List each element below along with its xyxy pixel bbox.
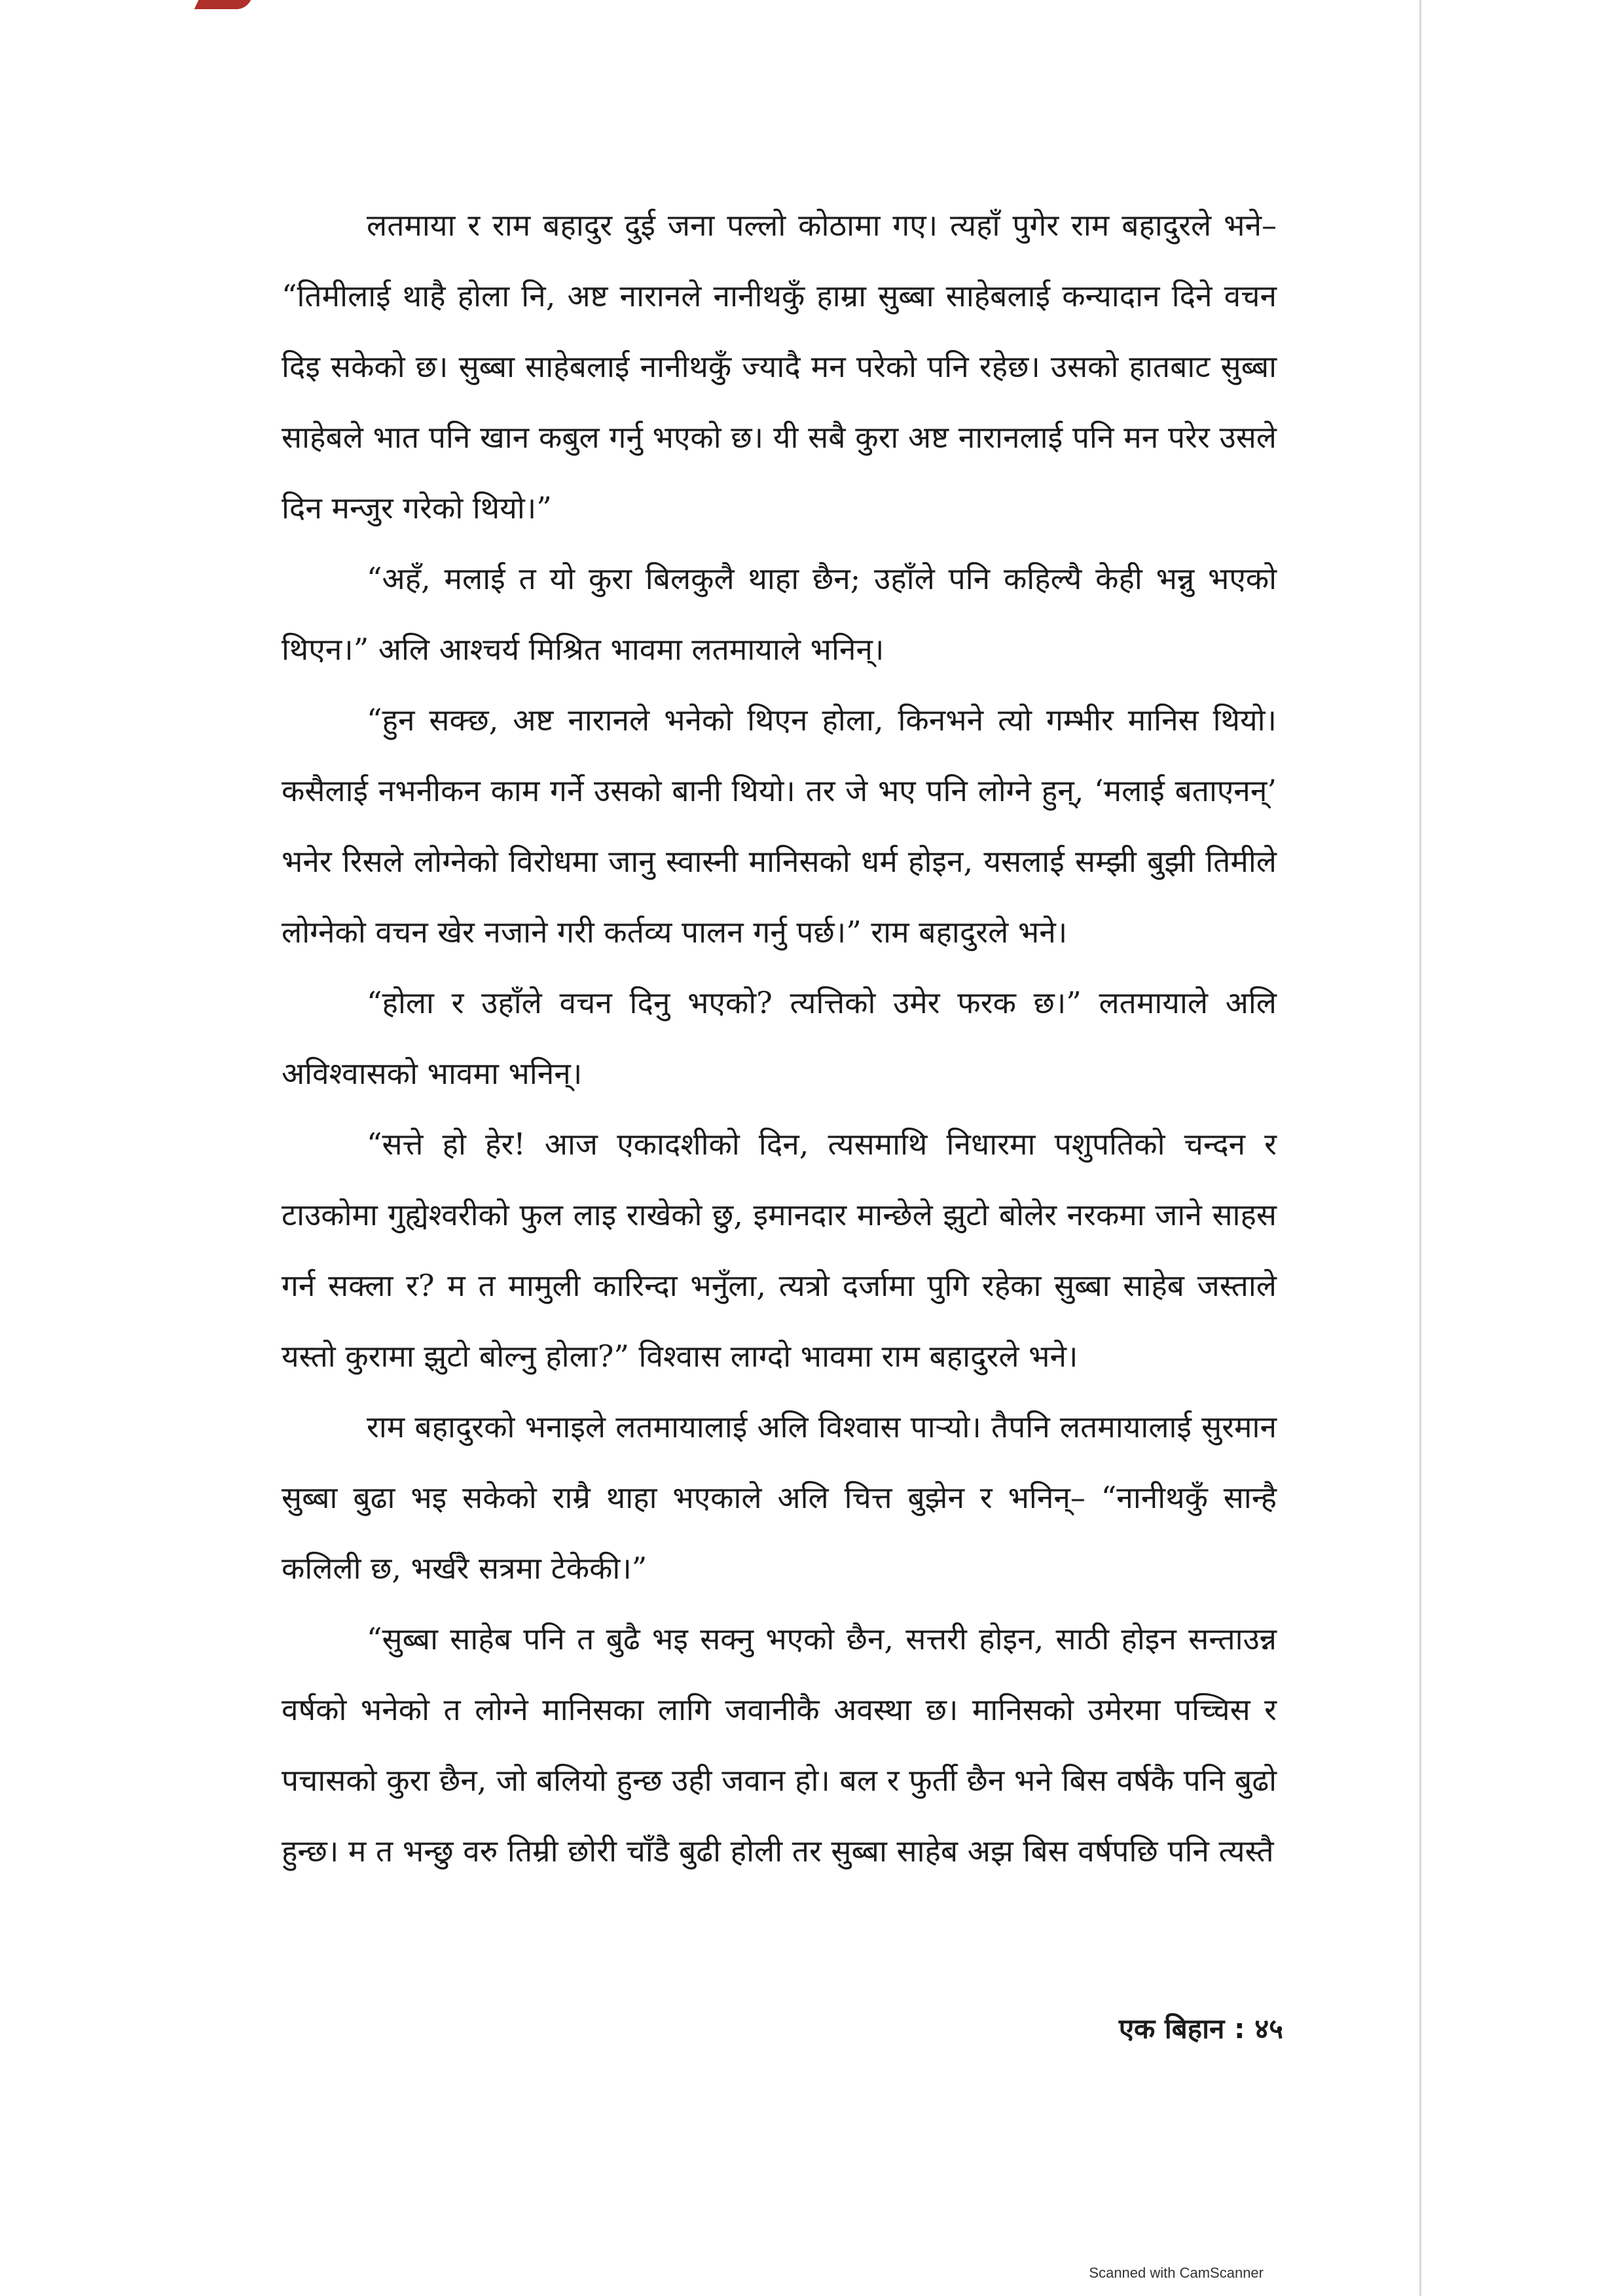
corner-color-mark [194,0,251,9]
page-binding-edge [1419,0,1421,2296]
page-body-text [282,190,1277,1886]
paragraph-3: “हुन सक्छ, अष्ट नारानले भनेको थिएन होला, किनभने त्यो गम्भीर मानिस थियो। कसैलाई नभनीकन काम गर्ने उसको बानी थियो। तर जे भए पनि लोग्ने हुन्, ‘मलाई बताएनन्’ भनेर रिसले लोग्नेको विरोधमा जानु स्वास्नी मानिसको धर्म होइन, यसलाई सम्झी बुझी तिमीले लोग्नेको वचन खेर नजाने गरी कर्तव्य पालन गर्नु पर्छ।” राम बहादुरले भने। [282,702,1277,950]
scanner-credit: Scanned with CamScanner [1089,2265,1264,2281]
paragraph-7: “सुब्बा साहेब पनि त बुढै भइ सक्नु भएको छैन, सत्तरी होइन, साठी होइन सन्ताउन्न वर्षको भनेको त लोग्ने मानिसका लागि जवानीकै अवस्था छ। मानिसको उमेरमा पच्चिस र पचासको कुरा छैन, जो बलियो हुन्छ उही जवान हो। बल र फुर्ती छैन भने बिस वर्षकै पनि बुढो हुन्छ। म त भन्छु वरु तिम्री छोरी चाँडै बुढी होली तर सुब्बा साहेब अझ बिस वर्षपछि पनि त्यस्तै [282,1621,1277,1869]
paragraph-5: “सत्ते हो हेर! आज एकादशीको दिन, त्यसमाथि निधारमा पशुपतिको चन्दन र टाउकोमा गुह्येश्वरीको फुल लाइ राखेको छु, इमानदार मान्छेले झुटो बोलेर नरकमा जाने साहस गर्न सक्ला र? म त मामुली कारिन्दा भनुँला, त्यत्रो दर्जामा पुगि रहेका सुब्बा साहेब जस्ताले यस्तो कुरामा झुटो बोल्नु होला?” विश्वास लाग्दो भावमा राम बहादुरले भने। [282,1126,1277,1374]
paragraph-2: “अहँ, मलाई त यो कुरा बिलकुलै थाहा छैन; उहाँले पनि कहिल्यै केही भन्नु भएको थिएन।” अलि आश्चर्य मिश्रित भावमा लतमायाले भनिन्। [282,561,1277,667]
page-footer-book-title: एक बिहान : ४५ [1118,2013,1283,2045]
paragraph-4: “होला र उहाँले वचन दिनु भएको? त्यत्तिको उमेर फरक छ।” लतमायाले अलि अविश्वासको भावमा भनिन्। [282,985,1277,1091]
paragraph-6: राम बहादुरको भनाइले लतमायालाई अलि विश्वास पाऱ्यो। तैपनि लतमायालाई सुरमान सुब्बा बुढा भइ सकेको राम्रै थाहा भएकाले अलि चित्त बुझेन र भनिन्– “नानीथकुँ सान्है कलिली छ, भर्खरै सत्रमा टेकेकी।” [282,1409,1277,1586]
paragraph-1: लतमाया र राम बहादुर दुई जना पल्लो कोठामा गए। त्यहाँ पुगेर राम बहादुरले भने– “तिमीलाई थाहै होला नि, अष्ट नारानले नानीथकुँ हाम्रा सुब्बा साहेबलाई कन्यादान दिने वचन दिइ सकेको छ। सुब्बा साहेबलाई नानीथकुँ ज्यादै मन परेको पनि रहेछ। उसको हातबाट सुब्बा साहेबले भात पनि खान कबुल गर्नु भएको छ। यी सबै कुरा अष्ट नारानलाई पनि मन परेर उसले दिन मन्जुर गरेको थियो।” [282,207,1277,526]
